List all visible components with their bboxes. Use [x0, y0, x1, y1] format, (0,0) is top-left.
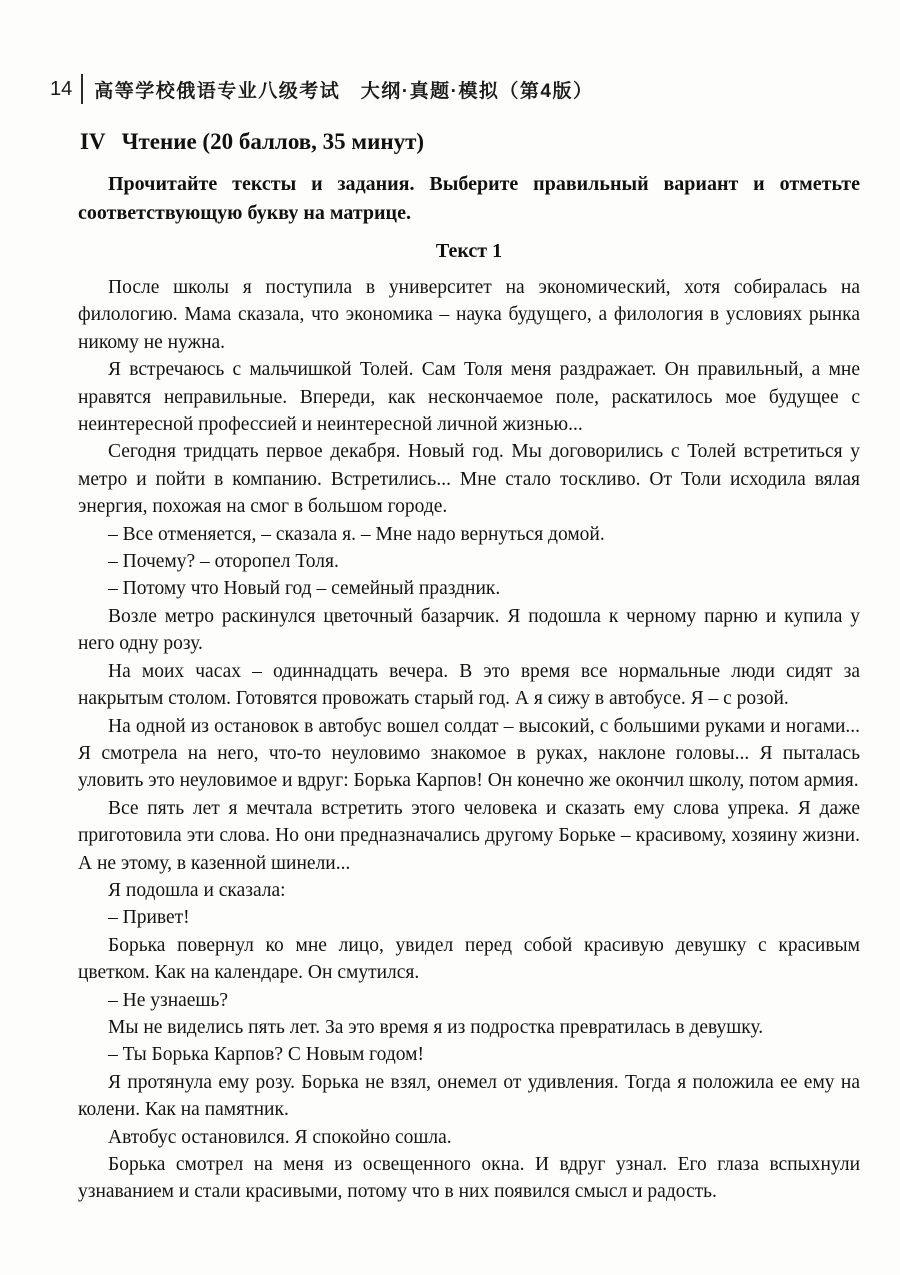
paragraph: – Потому что Новый год – семейный праздник. — [108, 578, 501, 600]
paragraph: Я протянула ему розу. Борька не взял, онемел от удивления. Тогда я положила ее ему на колени. Как на памятник. — [78, 1071, 860, 1121]
paragraph: Я встречаюсь с мальчишкой Толей. Сам Толя меня раздражает. Он правильный, а мне нравятся неправильные. Впереди, как нескончаемое поле, раскатилось мое будущее с неинтересной профессией и неинтересной личной жизнью... — [78, 359, 860, 436]
page-number: 14 — [50, 77, 73, 100]
paragraph: – Ты Борька Карпов? С Новым годом! — [108, 1044, 424, 1066]
paragraph: Автобус остановился. Я спокойно сошла. — [108, 1126, 452, 1148]
paragraph: – Почему? – оторопел Толя. — [108, 551, 339, 573]
paragraph: – Не узнаешь? — [108, 989, 228, 1011]
header-divider — [81, 74, 83, 104]
paragraph: Я подошла и сказала: — [108, 879, 286, 901]
book-title: 高等学校俄语专业八级考试 大纲·真题·模拟（第4版） — [94, 80, 594, 102]
section-heading — [80, 129, 424, 155]
paragraph: Мы не виделись пять лет. За это время я из подростка превратилась в девушку. — [108, 1016, 764, 1038]
paragraph: Борька повернул ко мне лицо, увидел перед собой красивую девушку с красивым цветком. Как на календаре. Он смутился. — [78, 934, 860, 984]
text-label: Текст 1 — [435, 240, 503, 262]
section-numeral: IV — [80, 129, 106, 154]
paragraph: Возле метро раскинулся цветочный базарчик. Я подошла к черному парню и купила у него одну розу. — [78, 605, 860, 655]
reading-text — [78, 274, 860, 1206]
paragraph: На одной из остановок в автобус вошел солдат – высокий, с большими руками и ногами... Я смотрела на него, что-то неуловимо знакомое в руках, наклоне головы... Я пыталась уловить это неуловимое и вдруг: Борька Карпов! Он конечно же окончил школу, потом армия. — [78, 715, 860, 792]
paragraph: На моих часах – одиннадцать вечера. В это время все нормальные люди сидят за накрытым столом. Готовятся провожать старый год. А я сижу в автобусе. Я – с розой. — [78, 660, 860, 710]
paragraph: – Все отменяется, – сказала я. – Мне надо вернуться домой. — [108, 523, 605, 545]
section-title: Чтение (20 баллов, 35 минут) — [121, 129, 425, 154]
paragraph: Все пять лет я мечтала встретить этого человека и сказать ему слова упрека. Я даже приготовила эти слова. Но они предназначались другому Борьке – красивому, хозяину жизни. А не этому, в казенной шинели... — [78, 797, 860, 874]
paragraph: После школы я поступила в университет на экономический, хотя собиралась на филологию. Мама сказала, что экономика – наука будущего, а филология в условиях рынка никому не нужна. — [78, 277, 860, 353]
instruction-paragraph: Прочитайте тексты и задания. Выберите правильный вариант и отметьте соответствующую букву на матрице. — [78, 173, 860, 224]
paragraph: Сегодня тридцать первое декабря. Новый год. Мы договорились с Толей встретиться у метро и пойти в компанию. Встретились... Мне стало тоскливо. От Толи исходила вялая энергия, похожая на смог в большом городе. — [78, 441, 860, 518]
paragraph: – Привет! — [108, 907, 190, 929]
paragraph: Борька смотрел на меня из освещенного окна. И вдруг узнал. Его глаза вспыхнули узнаванием и стали красивыми, потому что в них появился смысл и радость. — [78, 1154, 860, 1203]
running-head — [50, 74, 593, 104]
